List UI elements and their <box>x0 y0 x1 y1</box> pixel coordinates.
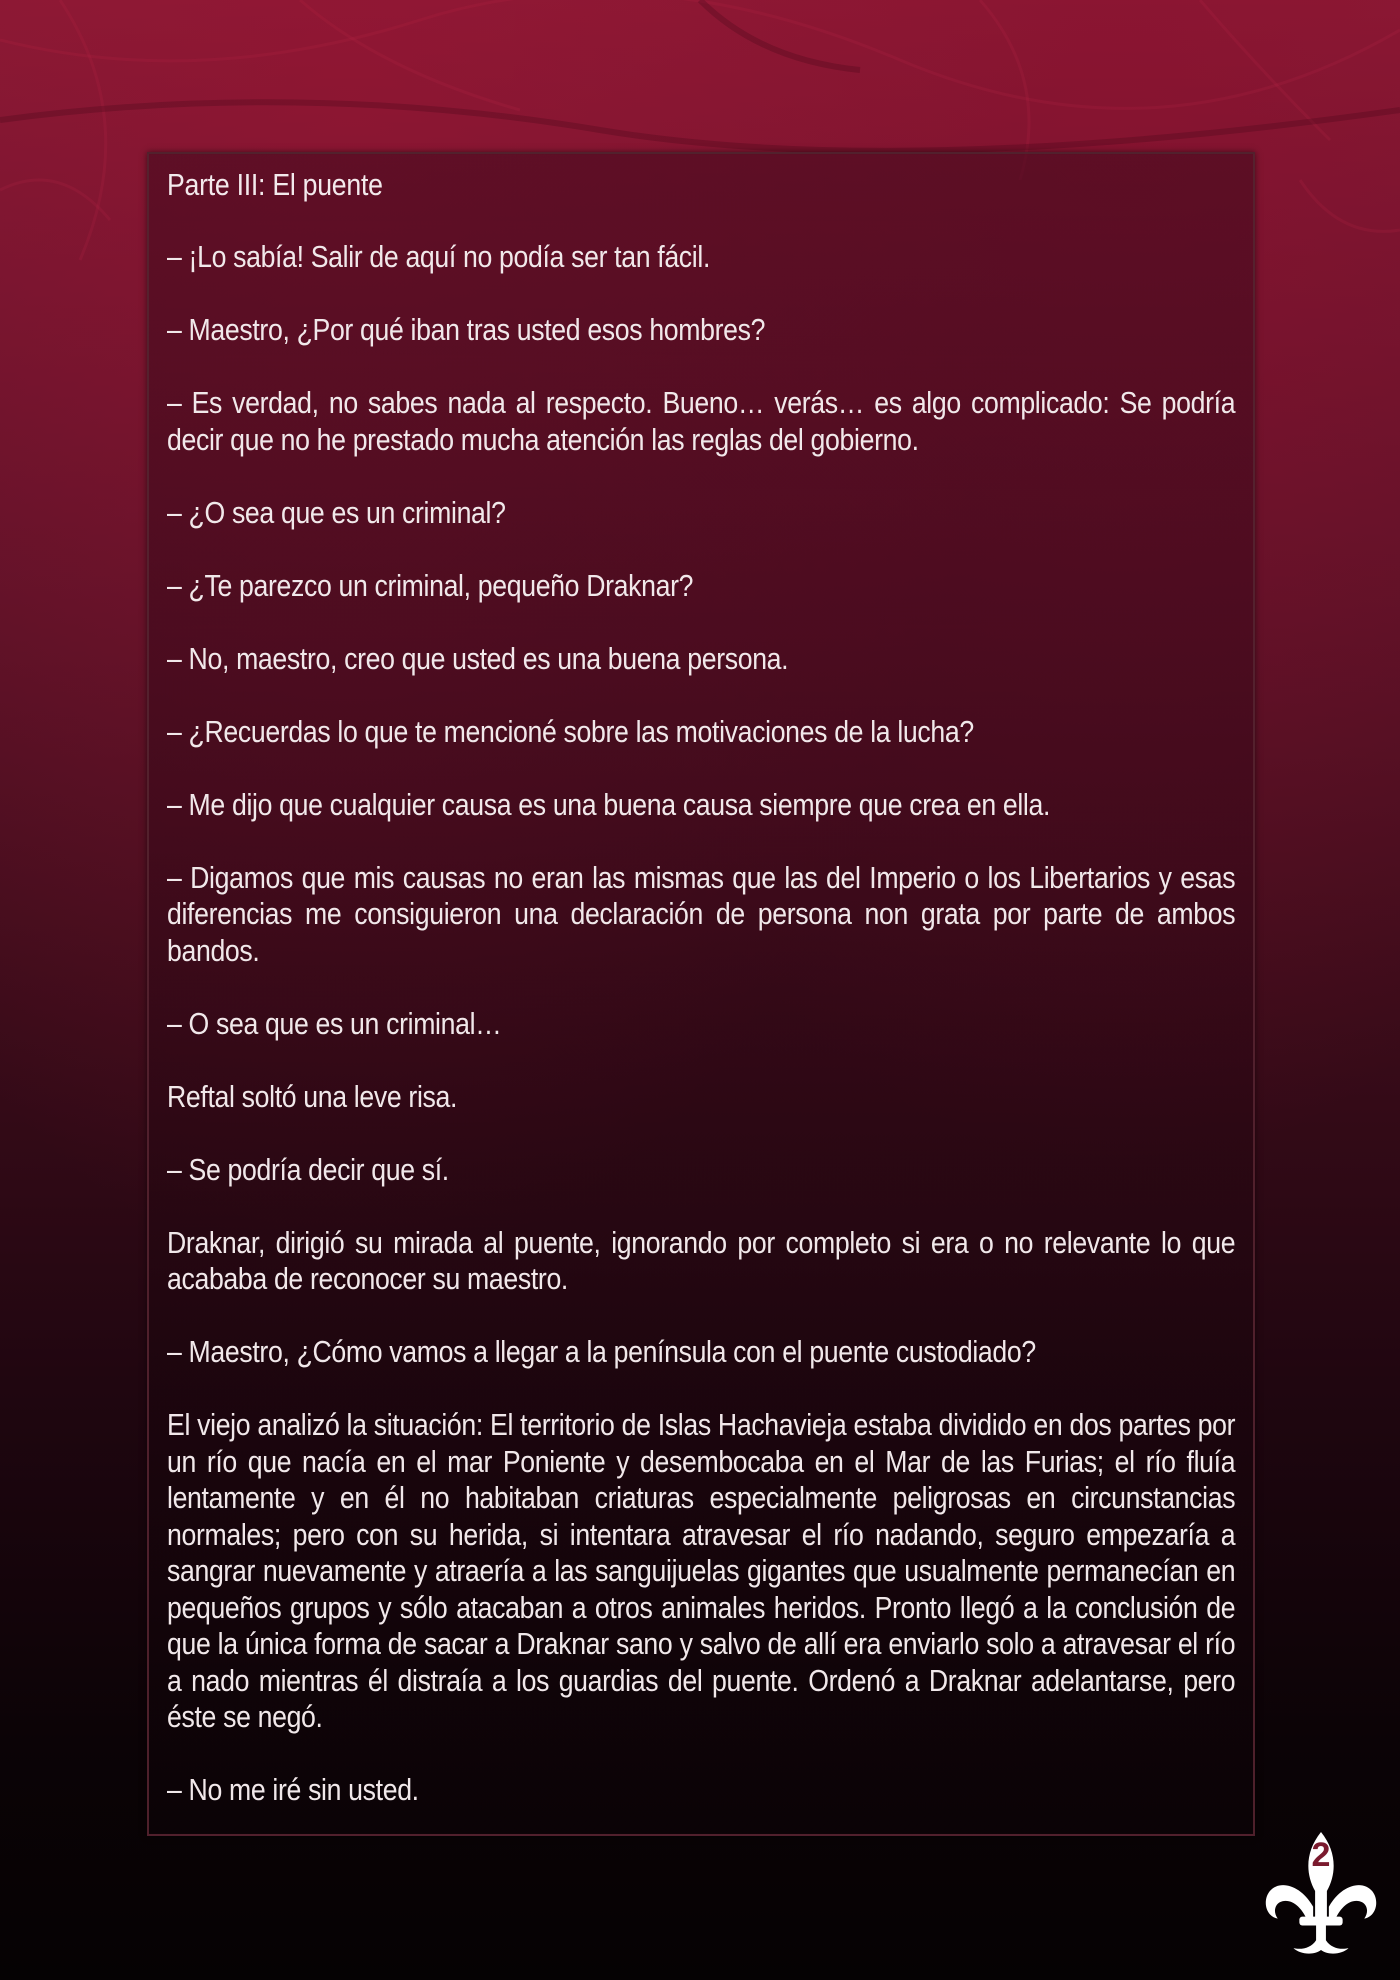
paragraph: Draknar, dirigió su mirada al puente, ignorando por completo si era o no relevante lo que acababa de reconocer su maestro. <box>167 1224 1236 1296</box>
paragraph: – ¿Recuerdas lo que te mencioné sobre las motivaciones de la lucha? <box>167 713 974 749</box>
paragraph: – Se podría decir que sí. <box>167 1151 449 1187</box>
paragraph: – No, maestro, creo que usted es una buena persona. <box>167 640 789 676</box>
paragraph: – Maestro, ¿Cómo vamos a llegar a la península con el puente custodiado? <box>167 1334 1036 1369</box>
page-number: 2 <box>1311 1836 1331 1874</box>
paragraph: El viejo analizó la situación: El territorio de Islas Hachavieja estaba dividido en dos partes por un río que nacía en el mar Poniente y desembocaba en el Mar de las Furias; el río fluía lentamente y en él no habitaban criaturas especialmente peligrosas en circunstancias normales; pero con su herida, si intentara atravesar el río nadando, seguro empezaría a sangrar nuevamente y atraería a las sanguijuelas gigantes que usualmente permanecían en pequeños grupos y sólo atacaban a otros animales heridos. Pronto llegó a la conclusión de que la única forma de sacar a Draknar sano y salvo de allí era enviarlo solo a atravesar el río a nado mientras él distraía a los guardias del puente. Ordenó a Draknar adelantarse, pero éste se negó. <box>167 1407 1236 1734</box>
paragraph: – ¿Te parezco un criminal, pequeño Draknar? <box>167 567 694 603</box>
paragraph: – Digamos que mis causas no eran las mismas que las del Imperio o los Libertarios y esas diferencias me consiguieron una declaración de persona non grata por parte de ambos bandos. <box>167 859 1236 968</box>
chapter-body <box>167 239 1235 1809</box>
paragraph: – No me iré sin usted. <box>167 1772 419 1807</box>
paragraph: – ¿O sea que es un criminal? <box>167 494 506 530</box>
paragraph: – ¡Lo sabía! Salir de aquí no podía ser tan fácil. <box>167 239 711 274</box>
paragraph: – Me dijo que cualquier causa es una buena causa siempre que crea en ella. <box>167 786 1051 822</box>
paragraph: – O sea que es un criminal… <box>167 1005 502 1041</box>
chapter-title: Parte III: El puente <box>167 167 383 202</box>
paragraph: – Es verdad, no sabes nada al respecto. Bueno… verás… es algo complicado: Se podría decir que no he prestado mucha atención las reglas del gobierno. <box>167 385 1236 457</box>
paragraph: – Maestro, ¿Por qué iban tras usted esos hombres? <box>167 312 766 347</box>
text-panel <box>147 152 1255 1836</box>
paragraph: Reftal soltó una leve risa. <box>167 1078 458 1114</box>
